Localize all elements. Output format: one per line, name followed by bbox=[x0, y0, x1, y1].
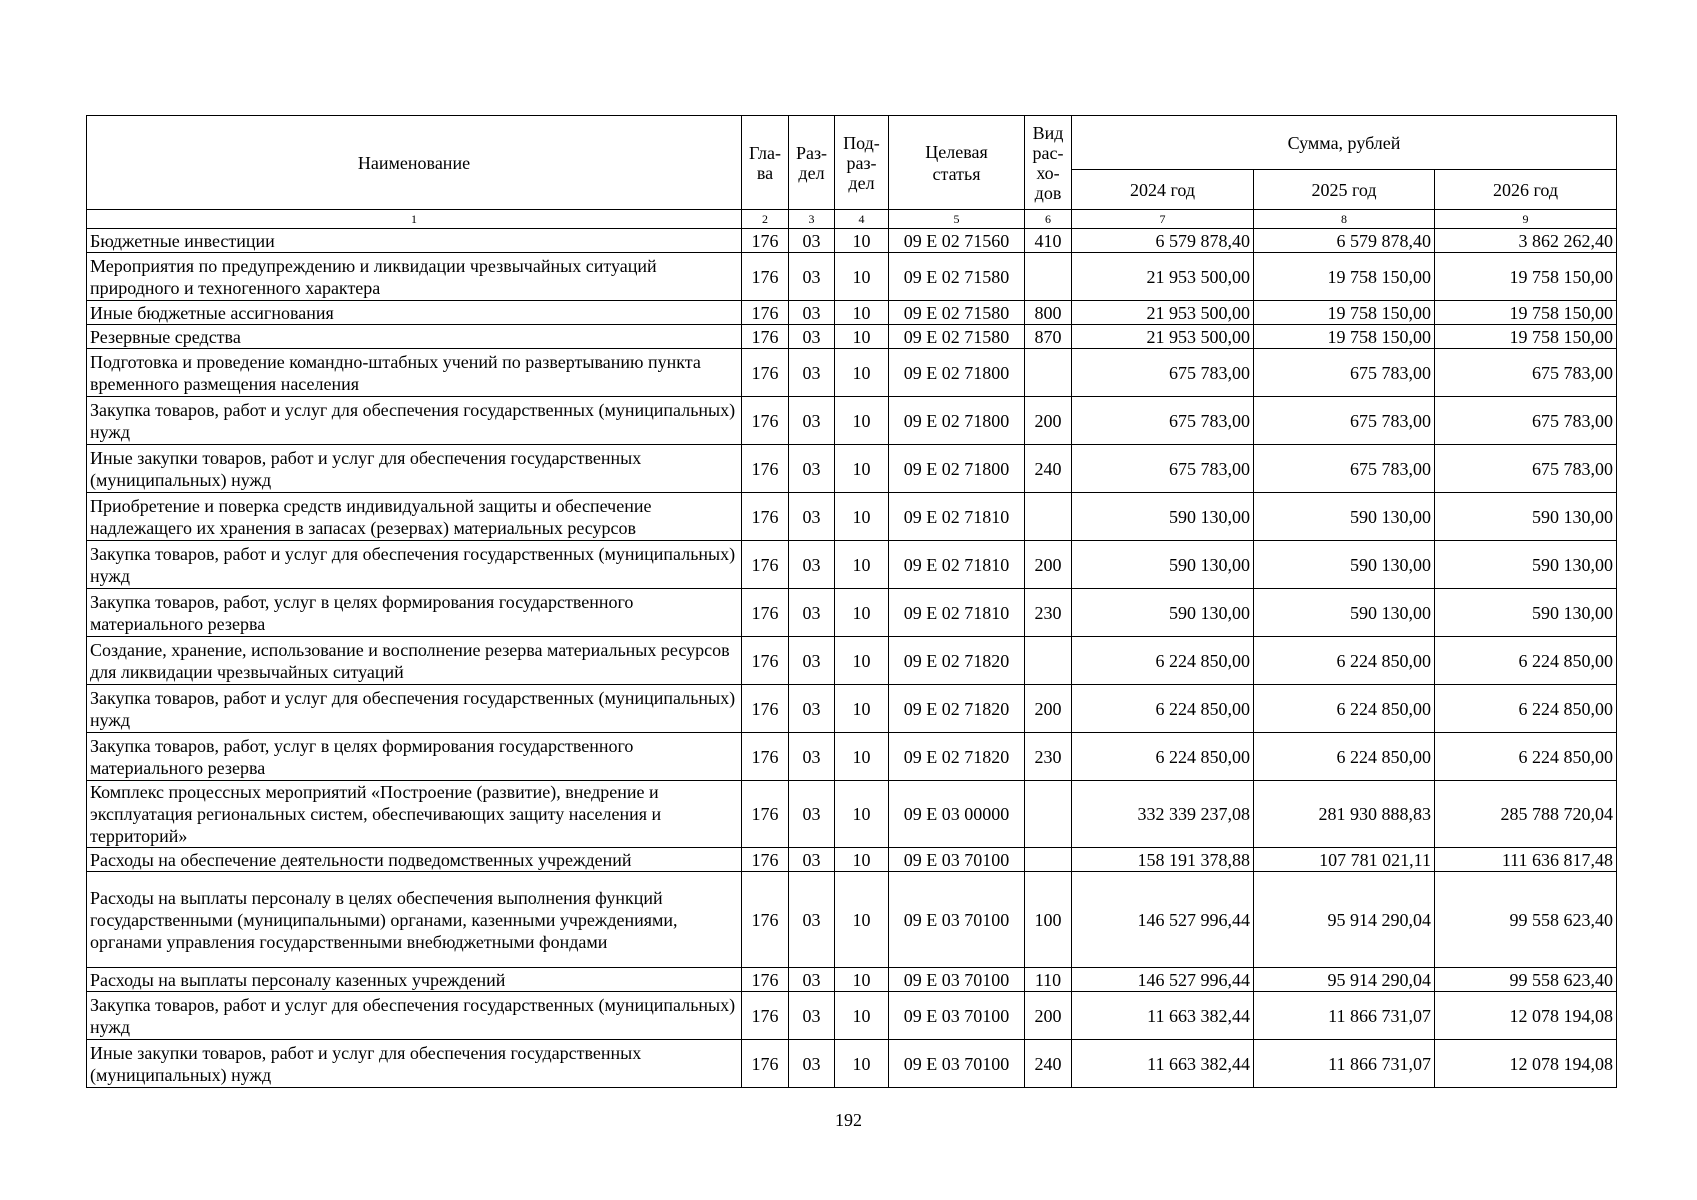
cell-sum-2026: 590 130,00 bbox=[1435, 541, 1617, 589]
cell-podrazdel: 10 bbox=[835, 493, 889, 541]
cell-sum-2025: 590 130,00 bbox=[1254, 493, 1435, 541]
header-vid-rashodov: Вид рас- хо- дов bbox=[1025, 116, 1072, 210]
cell-name: Закупка товаров, работ и услуг для обеспечения государственных (муниципальных) нужд bbox=[87, 685, 742, 733]
cell-sum-2024: 6 224 850,00 bbox=[1072, 637, 1254, 685]
cell-sum-2026: 590 130,00 bbox=[1435, 589, 1617, 637]
cell-glava: 176 bbox=[742, 397, 789, 445]
cell-podrazdel: 10 bbox=[835, 733, 889, 781]
table-row bbox=[87, 589, 1617, 637]
cell-vid-rashodov: 230 bbox=[1025, 733, 1072, 781]
cell-podrazdel: 10 bbox=[835, 301, 889, 325]
cell-podrazdel: 10 bbox=[835, 325, 889, 349]
cell-name: Расходы на выплаты персоналу в целях обеспечения выполнения функций государственными (муниципальными) органами, казенными учреждениями, органами управления государственными внебюджетными фондами bbox=[87, 872, 742, 968]
cell-tselevaya-statya: 09 Е 02 71820 bbox=[889, 685, 1025, 733]
cell-name: Иные закупки товаров, работ и услуг для обеспечения государственных (муниципальных) нужд bbox=[87, 445, 742, 493]
cell-tselevaya-statya: 09 Е 02 71810 bbox=[889, 589, 1025, 637]
cell-podrazdel: 10 bbox=[835, 397, 889, 445]
cell-sum-2026: 6 224 850,00 bbox=[1435, 685, 1617, 733]
table-row bbox=[87, 493, 1617, 541]
cell-podrazdel: 10 bbox=[835, 349, 889, 397]
cell-sum-2024: 675 783,00 bbox=[1072, 349, 1254, 397]
header-year-2025: 2025 год bbox=[1254, 170, 1435, 210]
cell-glava: 176 bbox=[742, 589, 789, 637]
cell-vid-rashodov bbox=[1025, 848, 1072, 872]
table-header bbox=[87, 116, 1617, 229]
column-number: 8 bbox=[1254, 210, 1435, 229]
table-row bbox=[87, 301, 1617, 325]
cell-podrazdel: 10 bbox=[835, 637, 889, 685]
cell-name: Закупка товаров, работ, услуг в целях формирования государственного материального резерва bbox=[87, 733, 742, 781]
cell-glava: 176 bbox=[742, 1040, 789, 1088]
cell-tselevaya-statya: 09 Е 02 71800 bbox=[889, 349, 1025, 397]
cell-sum-2024: 590 130,00 bbox=[1072, 589, 1254, 637]
cell-podrazdel: 10 bbox=[835, 229, 889, 253]
table-row bbox=[87, 781, 1617, 848]
cell-sum-2025: 675 783,00 bbox=[1254, 445, 1435, 493]
cell-sum-2024: 590 130,00 bbox=[1072, 493, 1254, 541]
cell-sum-2026: 12 078 194,08 bbox=[1435, 1040, 1617, 1088]
cell-sum-2024: 332 339 237,08 bbox=[1072, 781, 1254, 848]
cell-name: Закупка товаров, работ и услуг для обеспечения государственных (муниципальных) нужд bbox=[87, 992, 742, 1040]
cell-tselevaya-statya: 09 Е 02 71580 bbox=[889, 325, 1025, 349]
budget-table bbox=[86, 115, 1617, 1088]
cell-sum-2026: 19 758 150,00 bbox=[1435, 301, 1617, 325]
cell-sum-2025: 11 866 731,07 bbox=[1254, 1040, 1435, 1088]
cell-name: Приобретение и поверка средств индивидуальной защиты и обеспечение надлежащего их хранения в запасах (резервах) материальных ресурсов bbox=[87, 493, 742, 541]
header-year-2024: 2024 год bbox=[1072, 170, 1254, 210]
table-row bbox=[87, 325, 1617, 349]
cell-vid-rashodov bbox=[1025, 253, 1072, 301]
header-glava: Гла- ва bbox=[742, 116, 789, 210]
cell-sum-2025: 107 781 021,11 bbox=[1254, 848, 1435, 872]
table-row bbox=[87, 992, 1617, 1040]
page-number: 192 bbox=[835, 1110, 862, 1130]
cell-sum-2024: 21 953 500,00 bbox=[1072, 301, 1254, 325]
cell-razdel: 03 bbox=[789, 349, 835, 397]
table-row bbox=[87, 968, 1617, 992]
cell-sum-2026: 19 758 150,00 bbox=[1435, 253, 1617, 301]
cell-sum-2025: 95 914 290,04 bbox=[1254, 968, 1435, 992]
header-name: Наименование bbox=[87, 116, 742, 210]
cell-vid-rashodov: 230 bbox=[1025, 589, 1072, 637]
cell-sum-2025: 95 914 290,04 bbox=[1254, 872, 1435, 968]
cell-glava: 176 bbox=[742, 733, 789, 781]
table-body bbox=[87, 229, 1617, 1088]
cell-sum-2024: 6 224 850,00 bbox=[1072, 685, 1254, 733]
cell-razdel: 03 bbox=[789, 589, 835, 637]
cell-name: Резервные средства bbox=[87, 325, 742, 349]
cell-vid-rashodov: 200 bbox=[1025, 992, 1072, 1040]
cell-razdel: 03 bbox=[789, 733, 835, 781]
column-number: 3 bbox=[789, 210, 835, 229]
cell-tselevaya-statya: 09 Е 03 70100 bbox=[889, 1040, 1025, 1088]
header-tselevaya-statya: Целевая статья bbox=[889, 116, 1025, 210]
cell-razdel: 03 bbox=[789, 229, 835, 253]
cell-razdel: 03 bbox=[789, 1040, 835, 1088]
cell-sum-2026: 675 783,00 bbox=[1435, 397, 1617, 445]
table-row bbox=[87, 445, 1617, 493]
column-number: 1 bbox=[87, 210, 742, 229]
column-number-row bbox=[87, 210, 1617, 229]
header-podrazdel: Под- раз- дел bbox=[835, 116, 889, 210]
table-row bbox=[87, 229, 1617, 253]
cell-podrazdel: 10 bbox=[835, 589, 889, 637]
cell-sum-2025: 19 758 150,00 bbox=[1254, 301, 1435, 325]
cell-glava: 176 bbox=[742, 349, 789, 397]
table-row bbox=[87, 349, 1617, 397]
cell-vid-rashodov: 410 bbox=[1025, 229, 1072, 253]
cell-sum-2024: 21 953 500,00 bbox=[1072, 325, 1254, 349]
cell-glava: 176 bbox=[742, 493, 789, 541]
cell-glava: 176 bbox=[742, 325, 789, 349]
cell-tselevaya-statya: 09 Е 03 70100 bbox=[889, 992, 1025, 1040]
cell-tselevaya-statya: 09 Е 02 71820 bbox=[889, 733, 1025, 781]
cell-vid-rashodov bbox=[1025, 493, 1072, 541]
cell-razdel: 03 bbox=[789, 253, 835, 301]
cell-sum-2024: 146 527 996,44 bbox=[1072, 968, 1254, 992]
cell-glava: 176 bbox=[742, 541, 789, 589]
cell-sum-2026: 12 078 194,08 bbox=[1435, 992, 1617, 1040]
cell-podrazdel: 10 bbox=[835, 968, 889, 992]
cell-sum-2024: 6 579 878,40 bbox=[1072, 229, 1254, 253]
cell-tselevaya-statya: 09 Е 02 71810 bbox=[889, 493, 1025, 541]
cell-razdel: 03 bbox=[789, 397, 835, 445]
cell-sum-2026: 590 130,00 bbox=[1435, 493, 1617, 541]
cell-tselevaya-statya: 09 Е 02 71560 bbox=[889, 229, 1025, 253]
cell-sum-2024: 21 953 500,00 bbox=[1072, 253, 1254, 301]
table-row bbox=[87, 253, 1617, 301]
cell-razdel: 03 bbox=[789, 445, 835, 493]
cell-sum-2025: 281 930 888,83 bbox=[1254, 781, 1435, 848]
cell-glava: 176 bbox=[742, 445, 789, 493]
cell-vid-rashodov: 870 bbox=[1025, 325, 1072, 349]
cell-podrazdel: 10 bbox=[835, 992, 889, 1040]
cell-tselevaya-statya: 09 Е 02 71810 bbox=[889, 541, 1025, 589]
cell-sum-2025: 590 130,00 bbox=[1254, 541, 1435, 589]
cell-vid-rashodov: 240 bbox=[1025, 1040, 1072, 1088]
column-number: 9 bbox=[1435, 210, 1617, 229]
cell-tselevaya-statya: 09 Е 03 00000 bbox=[889, 781, 1025, 848]
table-row bbox=[87, 848, 1617, 872]
cell-sum-2024: 11 663 382,44 bbox=[1072, 992, 1254, 1040]
cell-sum-2026: 111 636 817,48 bbox=[1435, 848, 1617, 872]
cell-glava: 176 bbox=[742, 229, 789, 253]
cell-vid-rashodov: 100 bbox=[1025, 872, 1072, 968]
cell-glava: 176 bbox=[742, 685, 789, 733]
cell-name: Закупка товаров, работ, услуг в целях формирования государственного материального резерва bbox=[87, 589, 742, 637]
cell-tselevaya-statya: 09 Е 02 71820 bbox=[889, 637, 1025, 685]
cell-name: Комплекс процессных мероприятий «Построение (развитие), внедрение и эксплуатация региональных систем, обеспечивающих защиту населения и территорий» bbox=[87, 781, 742, 848]
cell-sum-2026: 675 783,00 bbox=[1435, 445, 1617, 493]
cell-glava: 176 bbox=[742, 968, 789, 992]
cell-tselevaya-statya: 09 Е 02 71800 bbox=[889, 445, 1025, 493]
cell-podrazdel: 10 bbox=[835, 1040, 889, 1088]
cell-sum-2025: 675 783,00 bbox=[1254, 397, 1435, 445]
budget-table-sheet bbox=[86, 115, 1616, 1088]
cell-razdel: 03 bbox=[789, 992, 835, 1040]
cell-razdel: 03 bbox=[789, 848, 835, 872]
cell-name: Иные закупки товаров, работ и услуг для обеспечения государственных (муниципальных) нужд bbox=[87, 1040, 742, 1088]
cell-podrazdel: 10 bbox=[835, 541, 889, 589]
cell-sum-2025: 6 224 850,00 bbox=[1254, 733, 1435, 781]
cell-razdel: 03 bbox=[789, 637, 835, 685]
cell-vid-rashodov: 110 bbox=[1025, 968, 1072, 992]
column-number: 6 bbox=[1025, 210, 1072, 229]
cell-tselevaya-statya: 09 Е 03 70100 bbox=[889, 968, 1025, 992]
cell-sum-2026: 3 862 262,40 bbox=[1435, 229, 1617, 253]
cell-sum-2026: 19 758 150,00 bbox=[1435, 325, 1617, 349]
table-row bbox=[87, 872, 1617, 968]
cell-sum-2024: 590 130,00 bbox=[1072, 541, 1254, 589]
cell-sum-2024: 158 191 378,88 bbox=[1072, 848, 1254, 872]
cell-name: Расходы на обеспечение деятельности подведомственных учреждений bbox=[87, 848, 742, 872]
cell-tselevaya-statya: 09 Е 02 71800 bbox=[889, 397, 1025, 445]
column-number: 5 bbox=[889, 210, 1025, 229]
cell-vid-rashodov: 200 bbox=[1025, 541, 1072, 589]
cell-razdel: 03 bbox=[789, 301, 835, 325]
cell-sum-2026: 99 558 623,40 bbox=[1435, 968, 1617, 992]
cell-razdel: 03 bbox=[789, 325, 835, 349]
table-row bbox=[87, 637, 1617, 685]
cell-sum-2025: 11 866 731,07 bbox=[1254, 992, 1435, 1040]
cell-razdel: 03 bbox=[789, 781, 835, 848]
column-number: 7 bbox=[1072, 210, 1254, 229]
cell-sum-2024: 146 527 996,44 bbox=[1072, 872, 1254, 968]
cell-sum-2025: 6 224 850,00 bbox=[1254, 637, 1435, 685]
cell-tselevaya-statya: 09 Е 03 70100 bbox=[889, 872, 1025, 968]
cell-podrazdel: 10 bbox=[835, 872, 889, 968]
table-row bbox=[87, 685, 1617, 733]
cell-tselevaya-statya: 09 Е 02 71580 bbox=[889, 301, 1025, 325]
cell-razdel: 03 bbox=[789, 685, 835, 733]
cell-sum-2026: 99 558 623,40 bbox=[1435, 872, 1617, 968]
table-row bbox=[87, 397, 1617, 445]
cell-vid-rashodov: 800 bbox=[1025, 301, 1072, 325]
cell-podrazdel: 10 bbox=[835, 685, 889, 733]
cell-name: Бюджетные инвестиции bbox=[87, 229, 742, 253]
cell-sum-2024: 675 783,00 bbox=[1072, 397, 1254, 445]
cell-sum-2025: 19 758 150,00 bbox=[1254, 253, 1435, 301]
cell-glava: 176 bbox=[742, 253, 789, 301]
cell-glava: 176 bbox=[742, 781, 789, 848]
cell-sum-2024: 675 783,00 bbox=[1072, 445, 1254, 493]
cell-name: Расходы на выплаты персоналу казенных учреждений bbox=[87, 968, 742, 992]
cell-glava: 176 bbox=[742, 848, 789, 872]
cell-podrazdel: 10 bbox=[835, 781, 889, 848]
cell-tselevaya-statya: 09 Е 02 71580 bbox=[889, 253, 1025, 301]
cell-razdel: 03 bbox=[789, 493, 835, 541]
cell-sum-2025: 19 758 150,00 bbox=[1254, 325, 1435, 349]
cell-sum-2026: 6 224 850,00 bbox=[1435, 733, 1617, 781]
cell-vid-rashodov bbox=[1025, 781, 1072, 848]
cell-sum-2026: 6 224 850,00 bbox=[1435, 637, 1617, 685]
column-number: 4 bbox=[835, 210, 889, 229]
cell-razdel: 03 bbox=[789, 968, 835, 992]
cell-razdel: 03 bbox=[789, 541, 835, 589]
cell-vid-rashodov: 200 bbox=[1025, 685, 1072, 733]
cell-vid-rashodov bbox=[1025, 349, 1072, 397]
cell-sum-2026: 675 783,00 bbox=[1435, 349, 1617, 397]
cell-glava: 176 bbox=[742, 637, 789, 685]
cell-name: Мероприятия по предупреждению и ликвидации чрезвычайных ситуаций природного и техногенного характера bbox=[87, 253, 742, 301]
cell-glava: 176 bbox=[742, 301, 789, 325]
cell-sum-2024: 11 663 382,44 bbox=[1072, 1040, 1254, 1088]
cell-glava: 176 bbox=[742, 992, 789, 1040]
cell-sum-2025: 675 783,00 bbox=[1254, 349, 1435, 397]
cell-sum-2025: 6 224 850,00 bbox=[1254, 685, 1435, 733]
header-year-2026: 2026 год bbox=[1435, 170, 1617, 210]
cell-name: Закупка товаров, работ и услуг для обеспечения государственных (муниципальных) нужд bbox=[87, 541, 742, 589]
cell-podrazdel: 10 bbox=[835, 253, 889, 301]
cell-podrazdel: 10 bbox=[835, 445, 889, 493]
cell-podrazdel: 10 bbox=[835, 848, 889, 872]
table-row bbox=[87, 733, 1617, 781]
cell-vid-rashodov: 200 bbox=[1025, 397, 1072, 445]
cell-name: Закупка товаров, работ и услуг для обеспечения государственных (муниципальных) нужд bbox=[87, 397, 742, 445]
cell-vid-rashodov: 240 bbox=[1025, 445, 1072, 493]
cell-sum-2024: 6 224 850,00 bbox=[1072, 733, 1254, 781]
cell-tselevaya-statya: 09 Е 03 70100 bbox=[889, 848, 1025, 872]
cell-sum-2026: 285 788 720,04 bbox=[1435, 781, 1617, 848]
cell-name: Подготовка и проведение командно-штабных учений по развертыванию пункта временного размещения населения bbox=[87, 349, 742, 397]
cell-sum-2025: 6 579 878,40 bbox=[1254, 229, 1435, 253]
cell-sum-2025: 590 130,00 bbox=[1254, 589, 1435, 637]
cell-glava: 176 bbox=[742, 872, 789, 968]
cell-vid-rashodov bbox=[1025, 637, 1072, 685]
cell-name: Создание, хранение, использование и восполнение резерва материальных ресурсов для ликвидации чрезвычайных ситуаций bbox=[87, 637, 742, 685]
table-row bbox=[87, 1040, 1617, 1088]
header-razdel: Раз- дел bbox=[789, 116, 835, 210]
column-number: 2 bbox=[742, 210, 789, 229]
cell-name: Иные бюджетные ассигнования bbox=[87, 301, 742, 325]
cell-razdel: 03 bbox=[789, 872, 835, 968]
table-row bbox=[87, 541, 1617, 589]
header-summa: Сумма, рублей bbox=[1072, 116, 1617, 170]
